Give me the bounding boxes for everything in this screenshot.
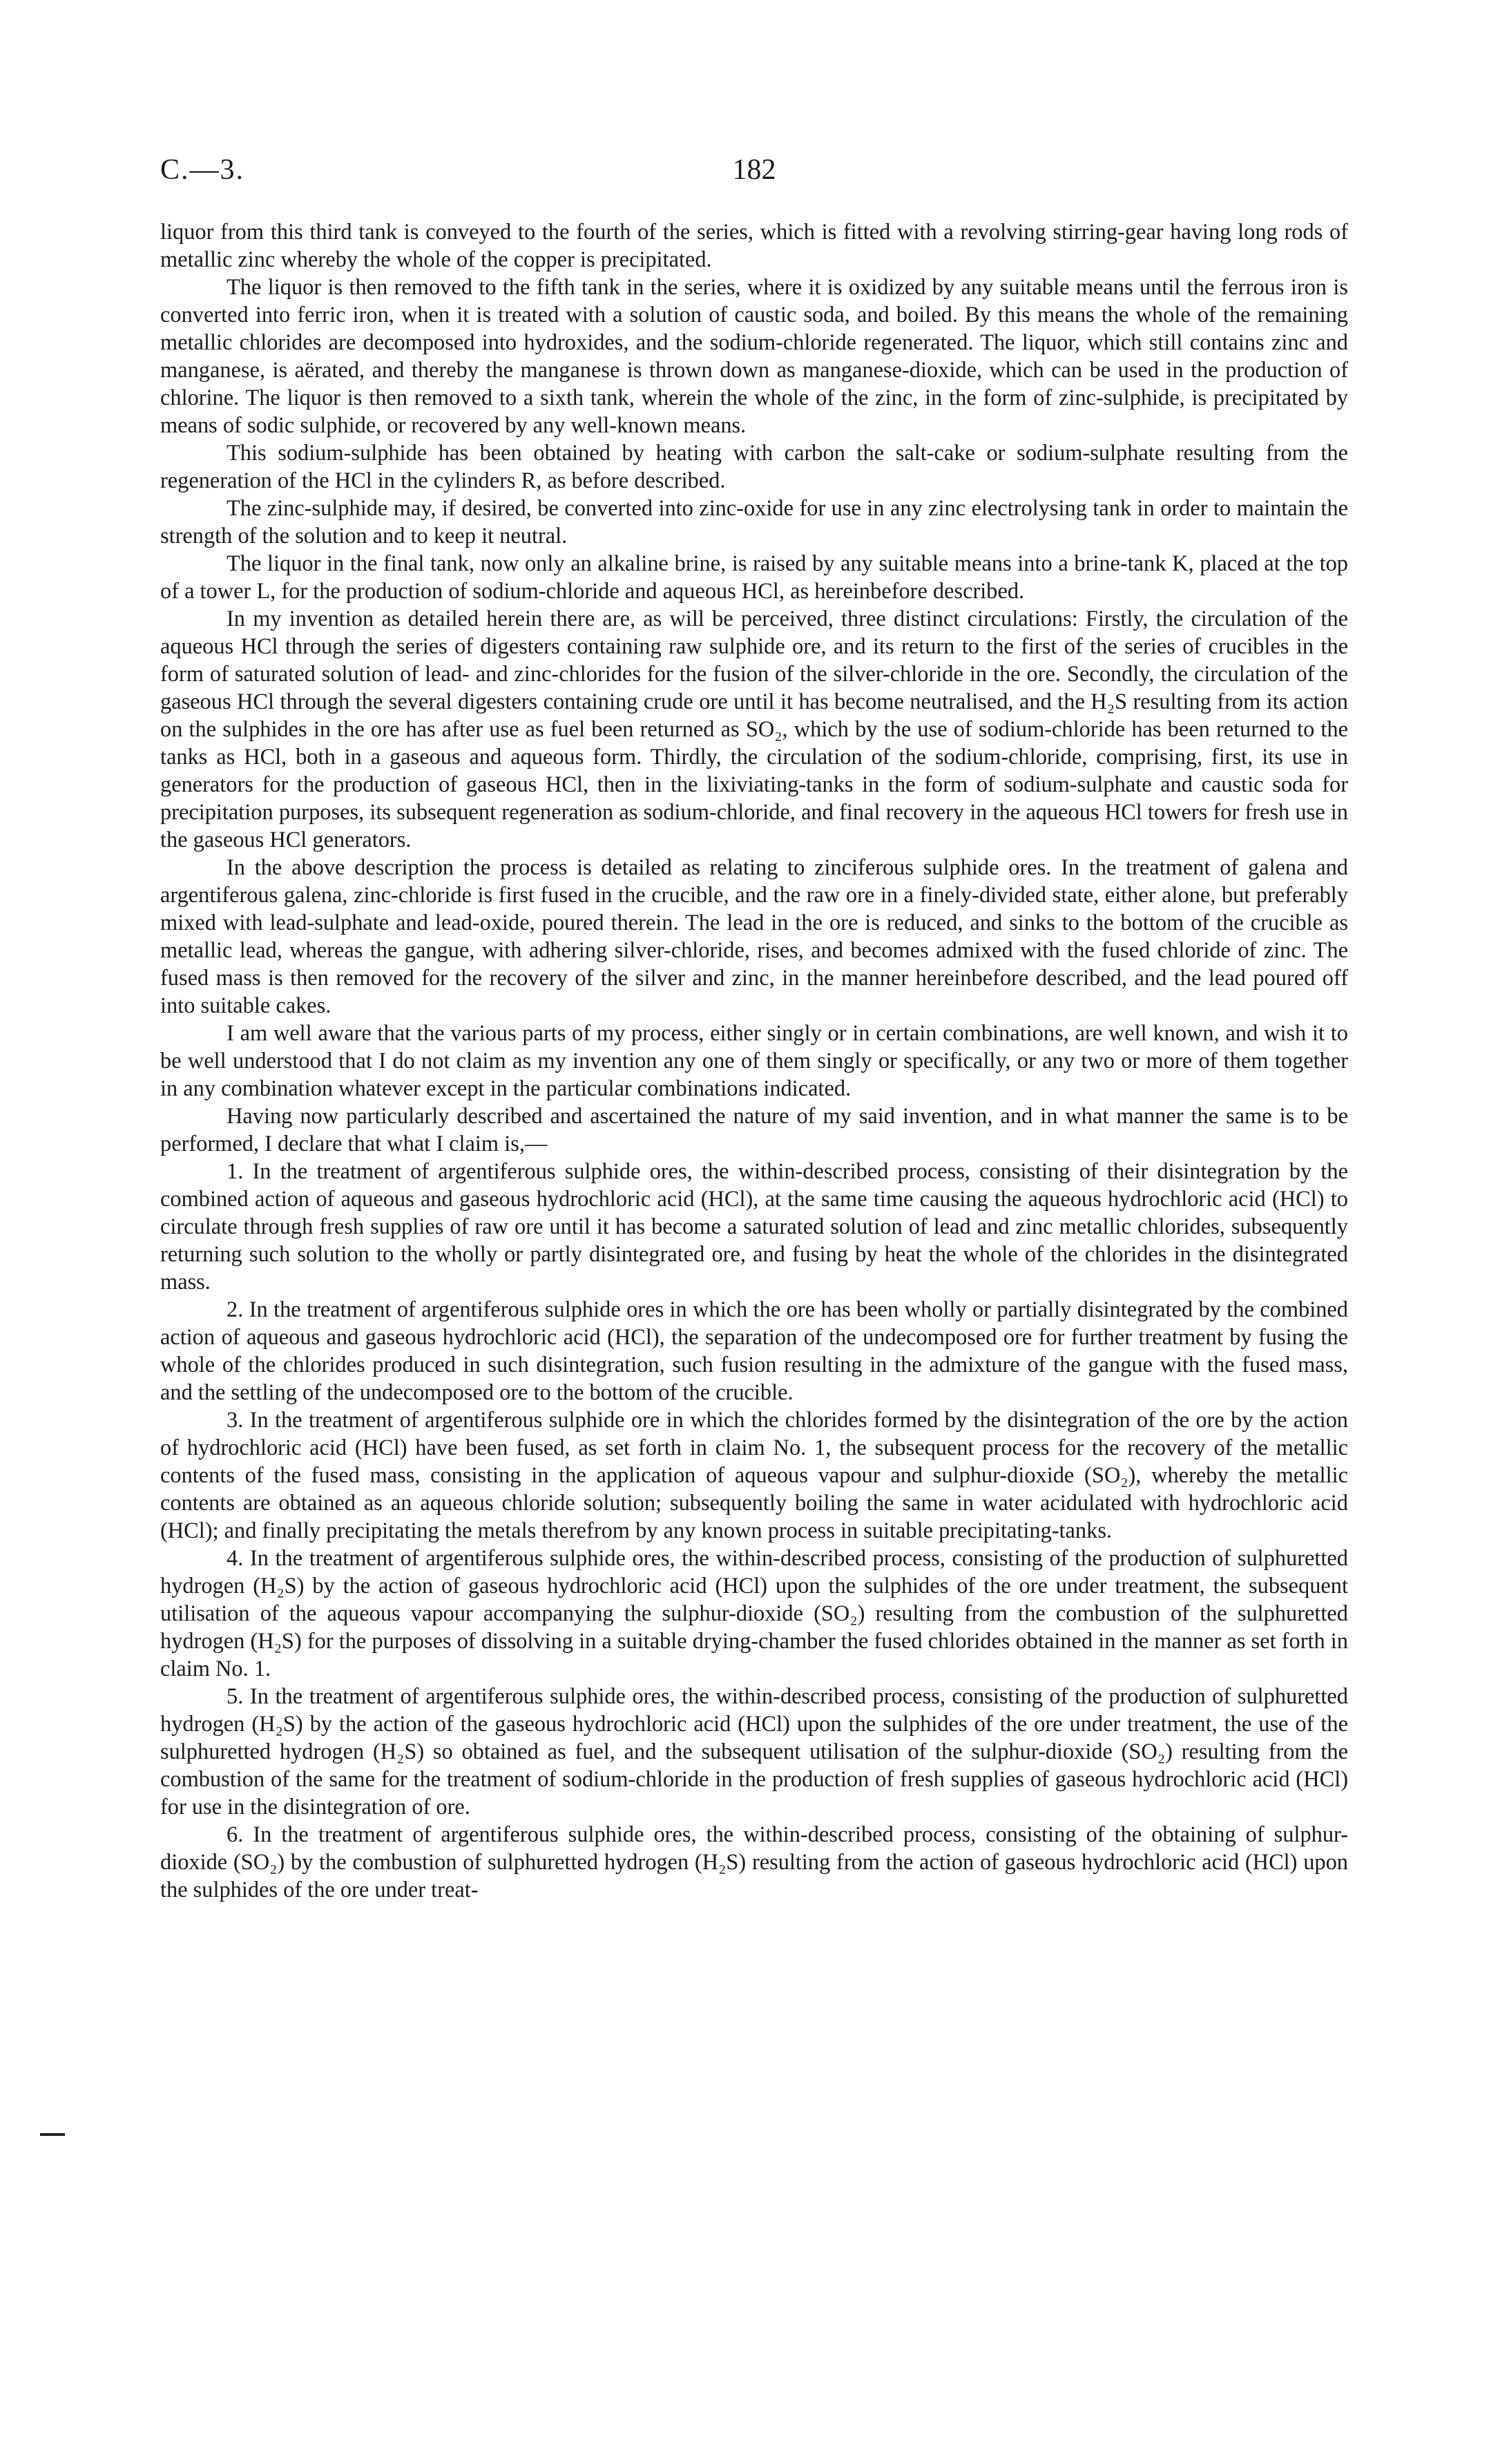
paragraph-sodium-sulphide: This sodium-sulphide has been obtained by heating with carbon the salt-cake or sodium-sulphate resulting from the regeneration of the HCl in the cylinders R, as before described. bbox=[160, 441, 1348, 493]
claim-6: 6. In the treatment of argentiferous sulphide ores, the within-described process, consisting of the obtaining of sulphur-dioxide (SO₂) by the combustion of sulphuretted hydrogen (H₂S) resulting from the action of gaseous hydrochloric acid (HCl) upon the sulphides of the ore under treat- bbox=[160, 1822, 1348, 1902]
paragraph-final-tank: The liquor in the final tank, now only an alkaline brine, is raised by any suitable means into a brine-tank K, placed at the top of a tower L, for the production of sodium-chloride and aqueous HCl, as hereinbefore described. bbox=[160, 551, 1348, 604]
claim-3: 3. In the treatment of argentiferous sulphide ore in which the chlorides formed by the disintegration of the ore by the action of hydrochloric acid (HCl) have been fused, as set forth in claim No. 1, the subsequent process for the recovery of the metallic contents of the fused mass, consisting in the application of aqueous vapour and sulphur-dioxide (SO₂), whereby the metallic contents are obtained as an aqueous chloride solution; subsequently boiling the same in water acidulated with hydrochloric acid (HCl); and finally precipitating the metals therefrom by any known process in suitable precipitating-tanks. bbox=[160, 1408, 1348, 1543]
claim-5: 5. In the treatment of argentiferous sulphide ores, the within-described process, consisting of the production of sulphuretted hydrogen (H₂S) by the action of the gaseous hydrochloric acid (HCl) upon the sulphides of the ore under treatment, the use of the sulphuretted hydrogen (H₂S) so obtained as fuel, and the subsequent utilisation of the sulphur-dioxide (SO₂) resulting from the combustion of the same for the treatment of sodium-chloride in the production of fresh supplies of gaseous hydrochloric acid (HCl) for use in the disintegration of ore. bbox=[160, 1684, 1348, 1820]
claim-1: 1. In the treatment of argentiferous sulphide ores, the within-described process, consisting of their disintegration by the combined action of aqueous and gaseous hydrochloric acid (HCl), at the same time causing the aqueous hydrochloric acid (HCl) to circulate through fresh supplies of raw ore until it has become a saturated solution of lead and zinc metallic chlorides, subsequently returning such solution to the wholly or partly disintegrated ore, and fusing by heat the whole of the chlorides in the disintegrated mass. bbox=[160, 1159, 1348, 1295]
paragraph-continuation: liquor from this third tank is conveyed to the fourth of the series, which is fitted with a revolving stirring-gear having long rods of metallic zinc whereby the whole of the copper is precipitated. bbox=[160, 220, 1348, 272]
document-reference: C.—3. bbox=[160, 154, 245, 186]
paragraph-galena: In the above description the process is detailed as relating to zinciferous sulphide ores. In the treatment of galena and argentiferous galena, zinc-chloride is first fused in the crucible, and the raw ore in a finely-divided state, either alone, but preferably mixed with lead-sulphate and lead-oxide, poured therein. The lead in the ore is reduced, and sinks to the bottom of the crucible as metallic lead, whereas the gangue, with adhering silver-chloride, rises, and becomes admixed with the fused chloride of zinc. The fused mass is then removed for the recovery of the silver and zinc, in the manner hereinbefore described, and the lead poured off into suitable cakes. bbox=[160, 855, 1348, 1018]
paragraph-circulations: In my invention as detailed herein there are, as will be perceived, three distinct circulations: Firstly, the circulation of the aqueous HCl through the series of digesters containing raw sulphide ore, and its return to the first of the series of crucibles in the form of saturated solution of lead- and zinc-chlorides for the fusion of the silver-chloride in the ore. Secondly, the circulation of the gaseous HCl through the several digesters containing crude ore until it has become neutralised, and the H₂S resulting from its action on the sulphides in the ore has after use as fuel been returned as SO₂, which by the use of sodium-chloride has been returned to the tanks as HCl, both in a gaseous and aqueous form. Thirdly, the circulation of the sodium-chloride, comprising, first, its use in generators for the production of gaseous HCl, then in the lixiviating-tanks in the form of sodium-sulphate and caustic soda for precipitation purposes, its subsequent regeneration as sodium-chloride, and final recovery in the aqueous HCl towers for fresh use in the gaseous HCl generators. bbox=[160, 607, 1348, 852]
document-body bbox=[160, 218, 1348, 1904]
paragraph-claim-intro: Having now particularly described and ascertained the nature of my said invention, and in what manner the same is to be performed, I declare that what I claim is,— bbox=[160, 1104, 1348, 1156]
paragraph-disclaimer: I am well aware that the various parts of my process, either singly or in certain combinations, are well known, and wish it to be well understood that I do not claim as my invention any one of them singly or specifically, or any two or more of them together in any combination whatever except in the particular combinations indicated. bbox=[160, 1021, 1348, 1101]
margin-mark bbox=[40, 2133, 65, 2136]
page-header bbox=[160, 153, 1348, 195]
claim-4: 4. In the treatment of argentiferous sulphide ores, the within-described process, consisting of the production of sulphuretted hydrogen (H₂S) by the action of gaseous hydrochloric acid (HCl) upon the sulphides of the ore under treatment, the subsequent utilisation of the aqueous vapour accompanying the sulphur-dioxide (SO₂) resulting from the combustion of the sulphuretted hydrogen (H₂S) for the purposes of dissolving in a suitable drying-chamber the fused chlorides obtained in the manner as set forth in claim No. 1. bbox=[160, 1546, 1348, 1681]
paragraph-zinc-sulphide: The zinc-sulphide may, if desired, be converted into zinc-oxide for use in any zinc electrolysing tank in order to maintain the strength of the solution and to keep it neutral. bbox=[160, 496, 1348, 548]
paragraph-fifth-tank: The liquor is then removed to the fifth tank in the series, where it is oxidized by any suitable means until the ferrous iron is converted into ferric iron, when it is treated with a solution of caustic soda, and boiled. By this means the whole of the remaining metallic chlorides are decomposed into hydroxides, and the sodium-chloride regenerated. The liquor, which still contains zinc and manganese, is aërated, and thereby the manganese is thrown down as manganese-dioxide, which can be used in the production of chlorine. The liquor is then removed to a sixth tank, wherein the whole of the zinc, in the form of zinc-sulphide, is precipitated by means of sodic sulphide, or recovered by any well-known means. bbox=[160, 275, 1348, 438]
claim-2: 2. In the treatment of argentiferous sulphide ores in which the ore has been wholly or partially disintegrated by the combined action of aqueous and gaseous hydrochloric acid (HCl), the separation of the undecomposed ore for further treatment by fusing the whole of the chlorides produced in such disintegration, such fusion resulting in the admixture of the gangue with the fused mass, and the settling of the undecomposed ore to the bottom of the crucible. bbox=[160, 1297, 1348, 1405]
page-number: 182 bbox=[732, 154, 776, 186]
